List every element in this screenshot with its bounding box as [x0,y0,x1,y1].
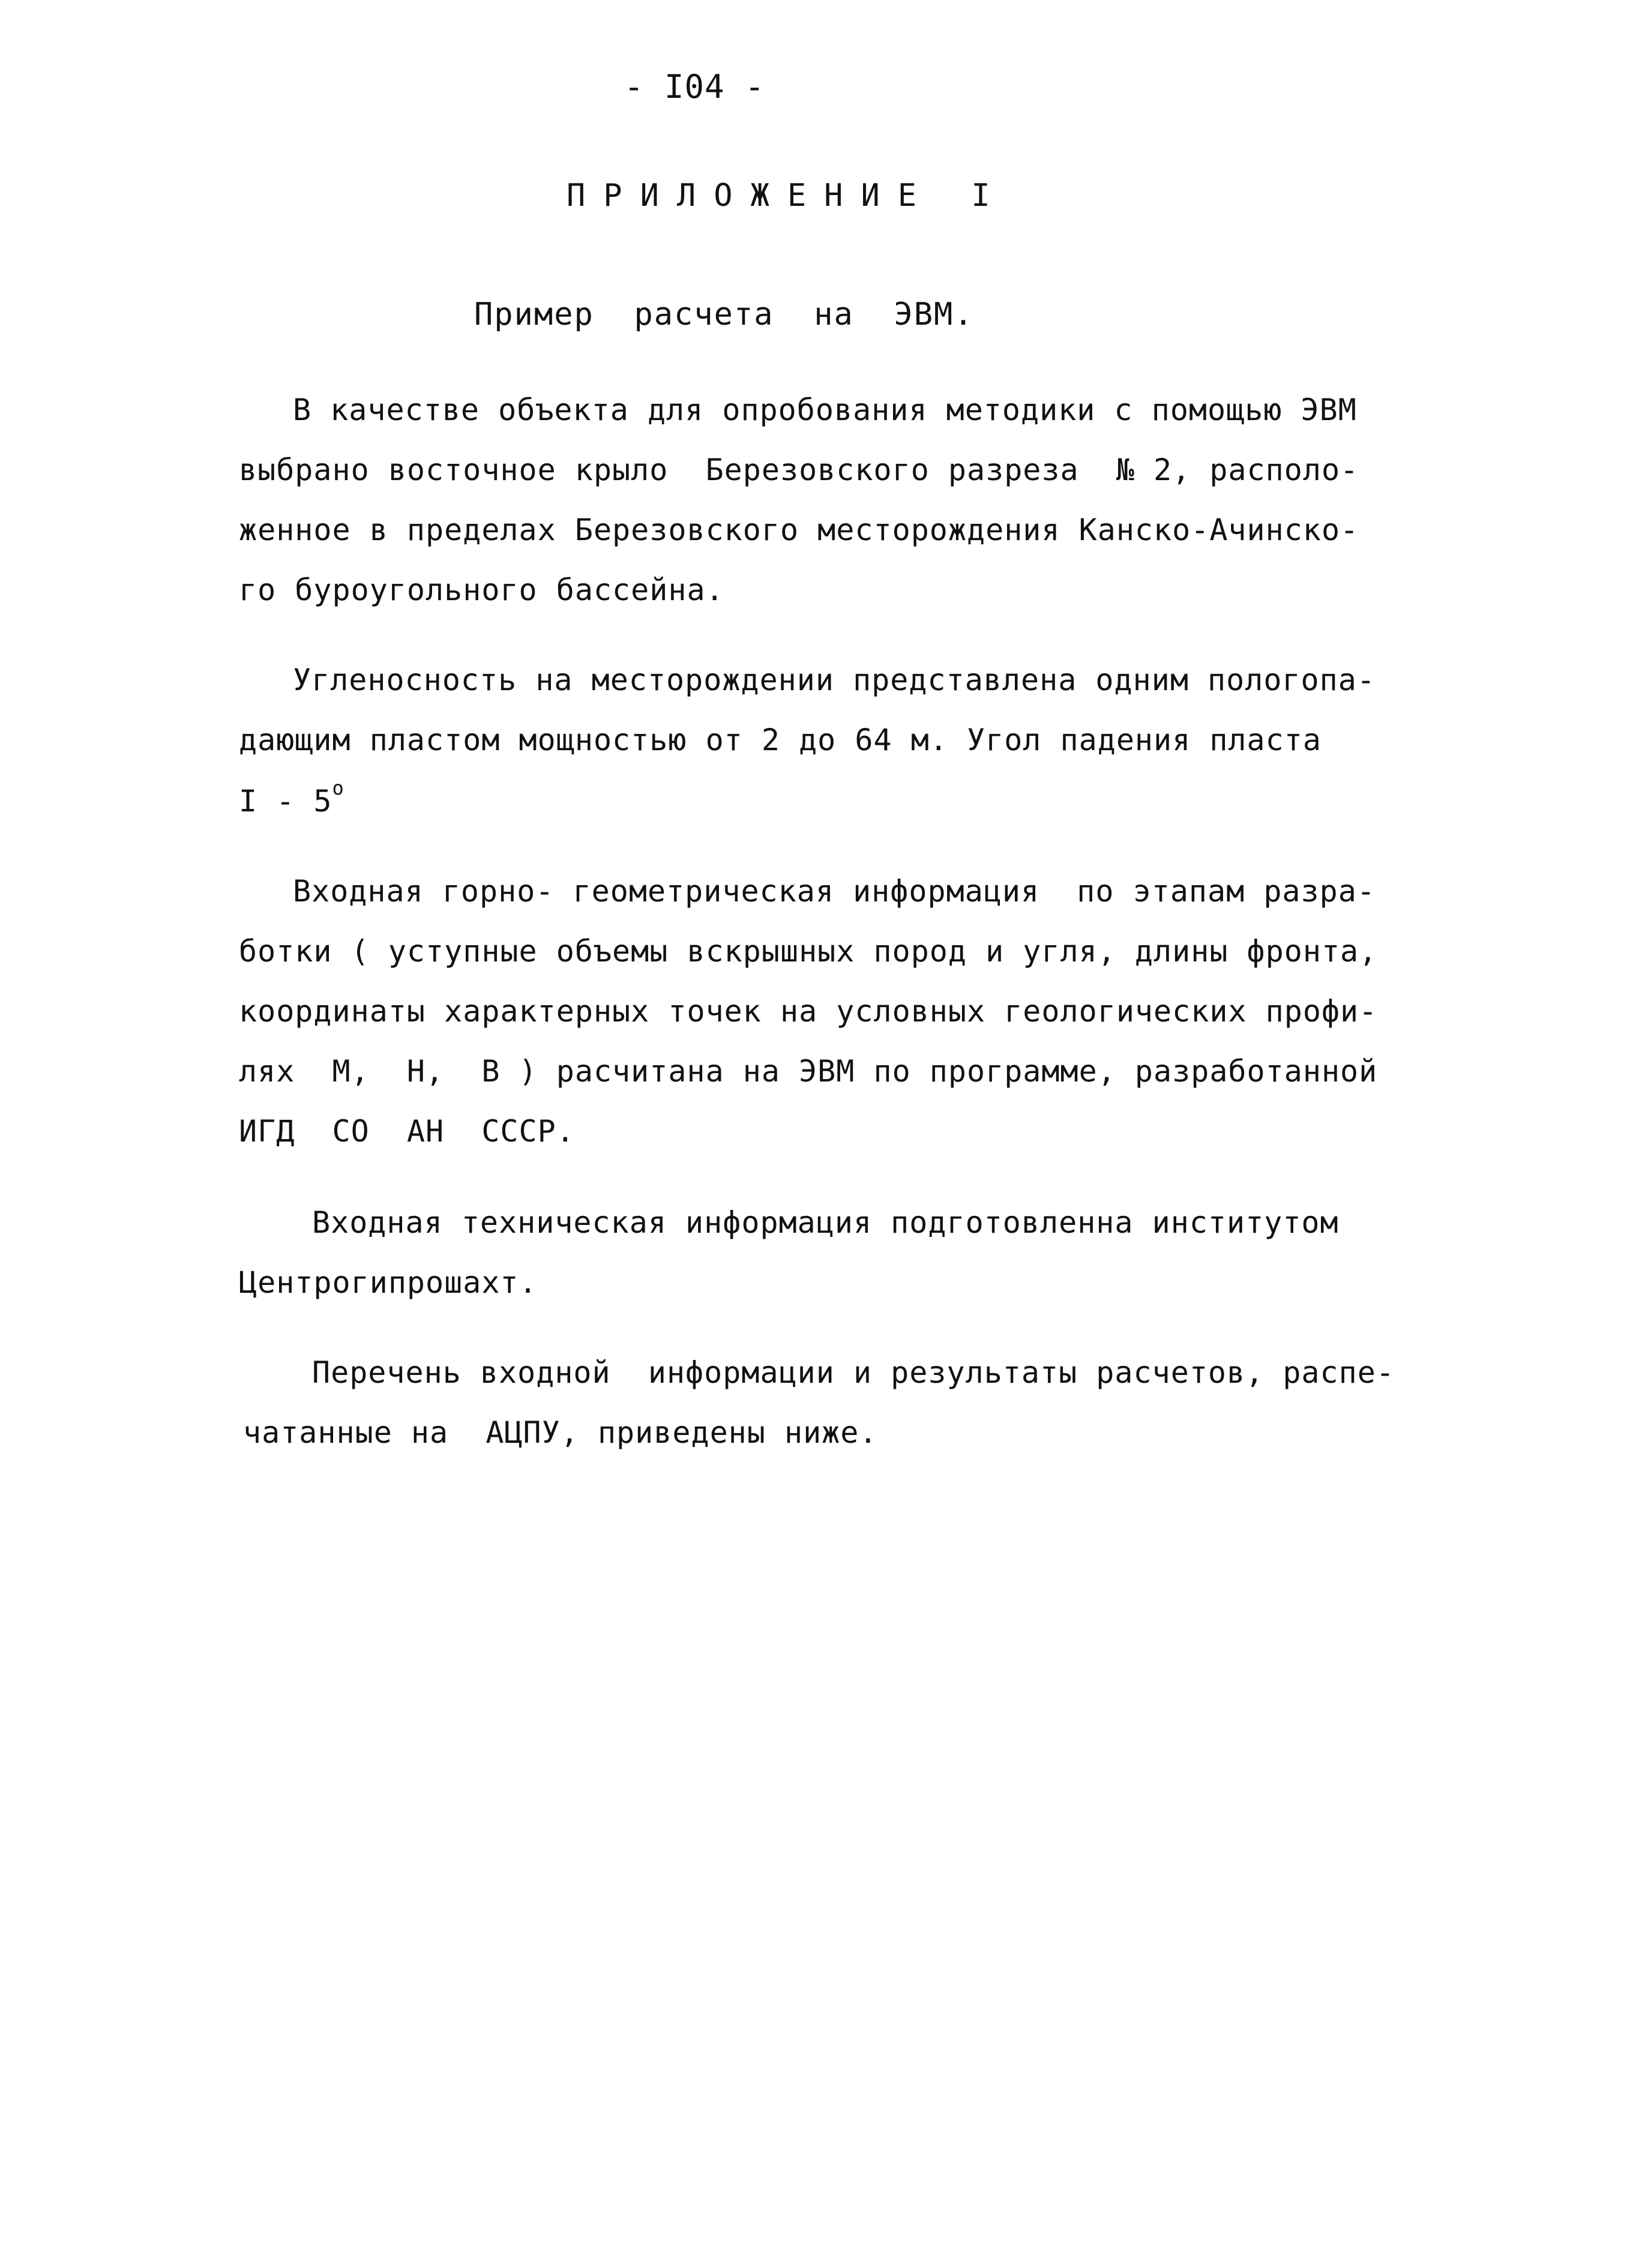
paragraph-5-line-1: Перечень входной информации и результаты расчетов, распе- [312,1355,1395,1390]
degree-sign: o [332,777,344,799]
paragraph-3-line-5: ИГД СО АН СССР. [239,1114,575,1149]
paragraph-3-line-3: координаты характерных точек на условных геологических профи- [239,994,1378,1029]
paragraph-3-line-1: Входная горно- геометрическая информация по этапам разра- [293,874,1376,909]
paragraph-5-line-2: чатанные на АЦПУ, приведены ниже. [243,1415,878,1450]
paragraph-2-line-3 [239,777,344,819]
paragraph-3-line-4: лях М, Н, В ) расчитана на ЭВМ по программе, разработанной [239,1054,1378,1089]
paragraph-1-line-1: В качестве объекта для опробования методики с помощью ЭВМ [293,393,1357,427]
subtitle: Пример расчета на ЭВМ. [474,296,974,332]
dip-angle-value: I - 5 [239,784,332,819]
paragraph-1-line-3: женное в пределах Березовского месторождения Канско-Ачинско- [239,513,1359,547]
page-number: - I04 - [624,68,765,106]
paragraph-2-line-1: Угленосность на месторождении представлена одним пологопа- [293,663,1376,697]
paragraph-3-line-2: ботки ( уступные объемы вскрышных пород и угля, длины фронта, [239,934,1378,969]
paragraph-1-line-4: го буроугольного бассейна. [239,573,724,607]
paragraph-4-line-2: Центрогипрошахт. [239,1265,538,1300]
paragraph-4-line-1: Входная техническая информация подготовленна институтом [312,1205,1339,1240]
appendix-title: ПРИЛОЖЕНИЕ I [567,178,1008,214]
paragraph-2-line-2: дающим пластом мощностью от 2 до 64 м. Угол падения пласта [239,723,1322,757]
paragraph-1-line-2: выбрано восточное крыло Березовского разреза № 2, располо- [239,453,1359,487]
